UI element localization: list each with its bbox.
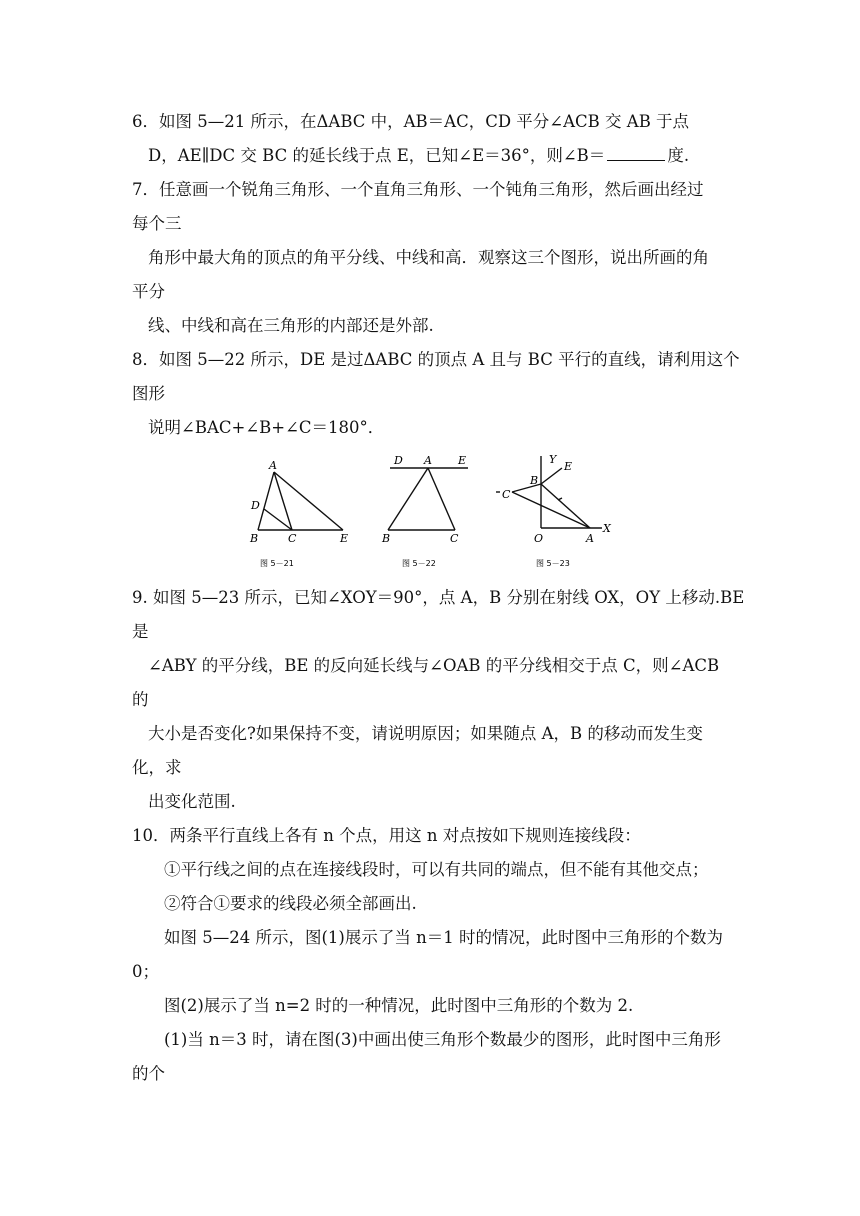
fig23-label-o: O (534, 532, 544, 545)
figure-5-22 (388, 468, 468, 530)
figures-row (240, 448, 620, 574)
q9-line-3: ∠ABY 的平分线，BE 的反向延长线与∠OAB 的平分线相交于点 C，则∠ACB (148, 656, 720, 675)
fig21-label-d: D (251, 499, 260, 512)
fig22-label-c: C (450, 532, 459, 545)
fig22-label-b: B (382, 532, 391, 545)
q10-line-6: 图(2)展示了当 n=2 时的一种情况，此时图中三角形的个数为 2. (164, 996, 634, 1015)
fig21-label-e: E (340, 532, 349, 545)
figure-5-21 (258, 472, 343, 530)
fig21-segment-ae (274, 472, 343, 530)
q10-line-4: 如图 5—24 所示，图(1)展示了当 n＝1 时的情况，此时图中三角形的个数为 (164, 928, 723, 947)
q10-line-1: 10．两条平行直线上各有 n 个点，用这 n 对点按如下规则连接线段： (132, 826, 641, 845)
fig22-side-ab (388, 468, 428, 530)
fig23-label-a: A (586, 532, 594, 545)
q7-line-4: 平分 (132, 282, 165, 301)
q6-line-2-text: D，AE∥DC 交 BC 的延长线于点 E，已知∠E＝36°，则∠B＝ (148, 146, 606, 165)
fig23-label-c: C (502, 488, 511, 501)
fig21-label-a: A (269, 459, 277, 472)
q6-line-2 (148, 146, 689, 166)
fig23-tick (558, 498, 562, 500)
q10-line-8: 的个 (132, 1064, 165, 1083)
fig21-label-c: C (288, 532, 297, 545)
q9-line-1: 9. 如图 5—23 所示，已知∠XOY＝90°，点 A，B 分别在射线 OX，OY 上移动.BE (132, 588, 745, 607)
fig22-label-e: E (458, 454, 467, 467)
fig21-caption: 图 5－21 (260, 559, 294, 568)
q9-line-5: 大小是否变化?如果保持不变，请说明原因；如果随点 A，B 的移动而发生变 (148, 724, 703, 743)
q10-rule-1: ①平行线之间的点在连接线段时，可以有共同的端点，但不能有其他交点； (164, 860, 709, 879)
q10-line-7: (1)当 n＝3 时，请在图(3)中画出使三角形个数最少的图形，此时图中三角形 (164, 1030, 721, 1049)
fig21-segment-dc (264, 509, 292, 530)
answer-blank (607, 146, 665, 161)
q9-line-4: 的 (132, 690, 149, 709)
q9-line-7: 出变化范围. (148, 792, 236, 811)
fig23-label-y: Y (549, 453, 557, 466)
fig23-segment-ab (541, 484, 590, 528)
q8-line-2: 图形 (132, 384, 165, 403)
q7-line-2: 每个三 (132, 214, 182, 233)
q10-rule-2: ②符合①要求的线段必须全部画出. (164, 894, 417, 913)
fig23-label-b: B (530, 474, 539, 487)
fig23-ray-be (541, 468, 562, 484)
q10-line-5: 0； (132, 962, 159, 981)
fig22-caption: 图 5－22 (402, 559, 436, 568)
fig21-label-b: B (250, 532, 259, 545)
fig23-caption: 图 5－23 (536, 559, 570, 568)
q7-line-3: 角形中最大角的顶点的角平分线、中线和高．观察这三个图形，说出所画的角 (148, 248, 709, 267)
fig22-side-ac (428, 468, 455, 530)
q6-line-1: 6．如图 5—21 所示，在ΔABC 中，AB＝AC，CD 平分∠ACB 交 AB 于点 (132, 112, 690, 131)
fig21-side-ac (274, 472, 292, 530)
q7-line-1: 7．任意画一个锐角三角形、一个直角三角形、一个钝角三角形，然后画出经过 (132, 180, 704, 199)
fig21-side-ab (258, 472, 274, 530)
fig23-segment-ca (512, 492, 590, 528)
fig22-label-d: D (394, 454, 403, 467)
q8-line-1: 8．如图 5—22 所示，DE 是过ΔABC 的顶点 A 且与 BC 平行的直线，请利用这个 (132, 350, 740, 369)
q9-line-6: 化，求 (132, 758, 182, 777)
q7-line-5: 线、中线和高在三角形的内部还是外部. (148, 316, 434, 335)
q9-line-2: 是 (132, 622, 149, 641)
q6-line-2-unit: 度. (667, 146, 690, 165)
fig22-label-a: A (424, 454, 432, 467)
fig23-label-e: E (564, 460, 573, 473)
figure-5-23 (496, 456, 602, 528)
fig23-label-x: X (603, 522, 611, 535)
q8-line-3: 说明∠BAC+∠B+∠C＝180°． (148, 418, 385, 437)
